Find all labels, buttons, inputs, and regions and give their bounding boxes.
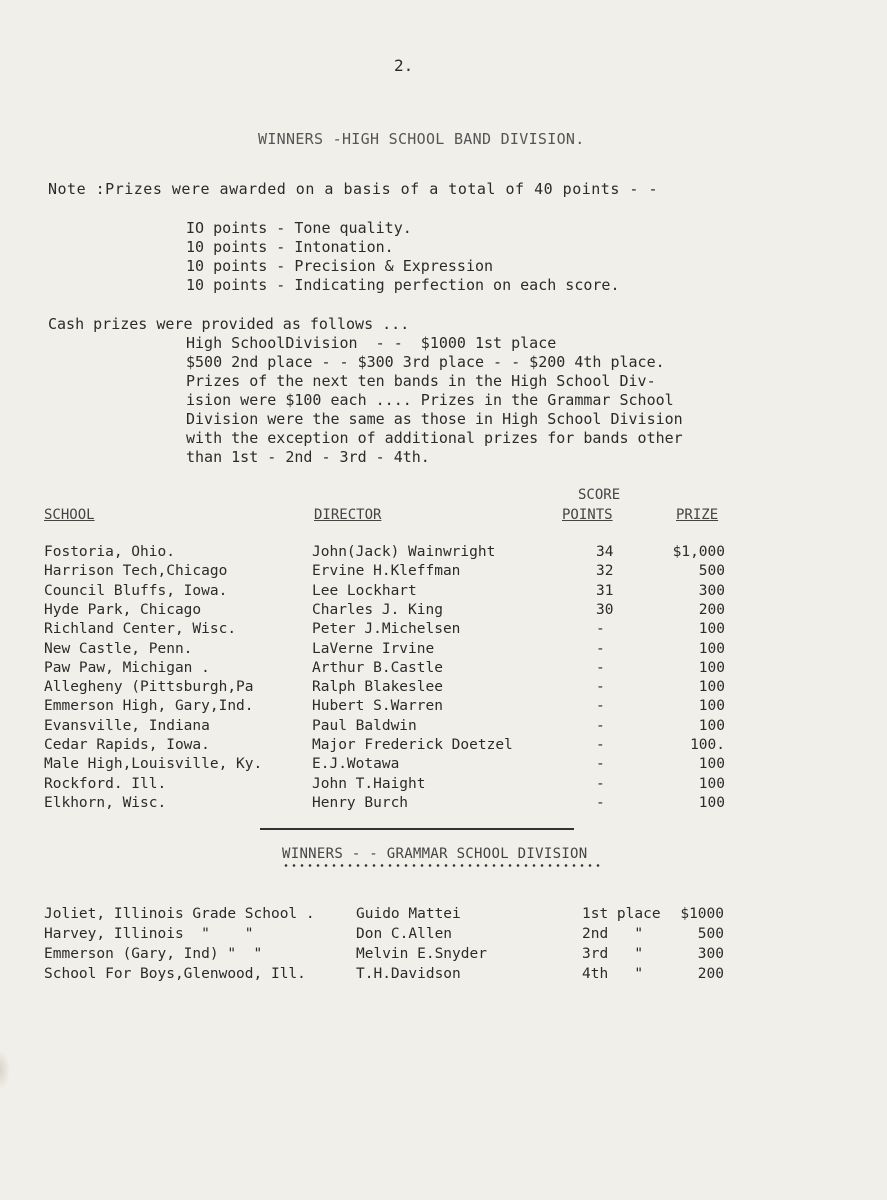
place-cell: 2nd " (582, 926, 644, 942)
prize-cell: 100. (690, 737, 725, 753)
cash-line: than 1st - 2nd - 3rd - 4th. (186, 448, 430, 466)
cash-line: Prizes of the next ten bands in the High School Div- (186, 372, 656, 390)
divider-rule (260, 828, 574, 830)
school-cell: Allegheny (Pittsburgh,Pa (44, 679, 254, 695)
director-cell: Melvin E.Snyder (356, 946, 487, 962)
director-cell: Henry Burch (312, 795, 409, 811)
director-cell: Arthur B.Castle (312, 660, 443, 676)
prize-cell: 200 (697, 966, 724, 982)
score-cell: - (596, 718, 605, 734)
place-cell: 1st place (582, 906, 661, 922)
score-cell: - (596, 756, 605, 772)
points-line: 10 points - Indicating perfection on each score. (186, 276, 620, 294)
points-line: 10 points - Precision & Expression (186, 257, 494, 275)
school-cell: Male High,Louisville, Ky. (44, 756, 263, 772)
prize-cell: 200 (698, 602, 725, 618)
cash-intro: Cash prizes were provided as follows ... (48, 315, 410, 333)
prize-cell: 100 (698, 698, 725, 714)
dotted-underline (282, 864, 600, 867)
points-line: 10 points - Intonation. (186, 238, 394, 256)
score-cell: - (596, 776, 605, 792)
school-cell: Fostoria, Ohio. (44, 544, 175, 560)
director-column-header: DIRECTOR (314, 507, 382, 523)
prize-cell: 300 (697, 946, 724, 962)
director-cell: Guido Mattei (356, 906, 461, 922)
score-cell: 31 (596, 583, 614, 599)
school-cell: New Castle, Penn. (44, 641, 193, 657)
prize-cell: 300 (698, 583, 725, 599)
school-cell: Rockford. Ill. (44, 776, 167, 792)
prize-cell: $1,000 (672, 544, 725, 560)
score-cell: - (596, 641, 605, 657)
prize-cell: 100 (698, 795, 725, 811)
score-cell: - (596, 679, 605, 695)
prize-cell: 100 (698, 679, 725, 695)
page-number: 2. (394, 56, 414, 75)
cash-line: High SchoolDivision - - $1000 1st place (186, 334, 557, 352)
school-cell: Evansville, Indiana (44, 718, 210, 734)
grammar-heading: WINNERS - - GRAMMAR SCHOOL DIVISION (282, 846, 588, 862)
prize-cell: 100 (698, 718, 725, 734)
school-cell: Council Bluffs, Iowa. (44, 583, 228, 599)
school-cell: Paw Paw, Michigan . (44, 660, 210, 676)
director-cell: E.J.Wotawa (312, 756, 400, 772)
score-cell: 32 (596, 563, 614, 579)
director-cell: Peter J.Michelsen (312, 621, 461, 637)
score-cell: - (596, 698, 605, 714)
school-cell: Harvey, Illinois " " (44, 926, 254, 942)
prize-cell: 100 (698, 756, 725, 772)
prize-cell: 500 (698, 563, 725, 579)
cash-line: Division were the same as those in High School Division (186, 410, 683, 428)
school-column-header: SCHOOL (44, 507, 95, 523)
score-cell: - (596, 621, 605, 637)
prize-column-header: PRIZE (676, 507, 719, 523)
score-cell: - (596, 795, 605, 811)
prize-cell: 100 (698, 621, 725, 637)
director-cell: Don C.Allen (356, 926, 453, 942)
place-cell: 3rd " (582, 946, 644, 962)
points-line: IO points - Tone quality. (186, 219, 412, 237)
cash-line: ision were $100 each .... Prizes in the Grammar School (186, 391, 674, 409)
cash-line: with the exception of additional prizes for bands other (186, 429, 683, 447)
note-text: Note :Prizes were awarded on a basis of a total of 40 points - - (48, 180, 658, 198)
director-cell: Ralph Blakeslee (312, 679, 443, 695)
school-cell: Harrison Tech,Chicago (44, 563, 228, 579)
school-cell: Joliet, Illinois Grade School . (44, 906, 315, 922)
score-cell: - (596, 737, 605, 753)
director-cell: Paul Baldwin (312, 718, 417, 734)
cash-line: $500 2nd place - - $300 3rd place - - $200 4th place. (186, 353, 665, 371)
school-cell: Emmerson (Gary, Ind) " " (44, 946, 263, 962)
score-cell: 30 (596, 602, 614, 618)
place-cell: 4th " (582, 966, 644, 982)
school-cell: Hyde Park, Chicago (44, 602, 202, 618)
director-cell: Charles J. King (312, 602, 443, 618)
score-header-top: SCORE (578, 487, 621, 503)
school-cell: Cedar Rapids, Iowa. (44, 737, 210, 753)
page-edge-mark (0, 1050, 10, 1090)
school-cell: Richland Center, Wisc. (44, 621, 237, 637)
director-cell: LaVerne Irvine (312, 641, 435, 657)
score-cell: 34 (596, 544, 614, 560)
score-column-header: POINTS (562, 507, 613, 523)
prize-cell: 100 (698, 776, 725, 792)
school-cell: Elkhorn, Wisc. (44, 795, 167, 811)
school-cell: School For Boys,Glenwood, Ill. (44, 966, 306, 982)
score-cell: - (596, 660, 605, 676)
director-cell: John T.Haight (312, 776, 426, 792)
school-cell: Emmerson High, Gary,Ind. (44, 698, 254, 714)
prize-cell: 500 (697, 926, 724, 942)
prize-cell: $1000 (680, 906, 724, 922)
director-cell: Hubert S.Warren (312, 698, 443, 714)
director-cell: Lee Lockhart (312, 583, 417, 599)
director-cell: Major Frederick Doetzel (312, 737, 513, 753)
director-cell: Ervine H.Kleffman (312, 563, 461, 579)
prize-cell: 100 (698, 660, 725, 676)
director-cell: T.H.Davidson (356, 966, 461, 982)
director-cell: John(Jack) Wainwright (312, 544, 496, 560)
section-heading: WINNERS -HIGH SCHOOL BAND DIVISION. (258, 130, 585, 148)
prize-cell: 100 (698, 641, 725, 657)
